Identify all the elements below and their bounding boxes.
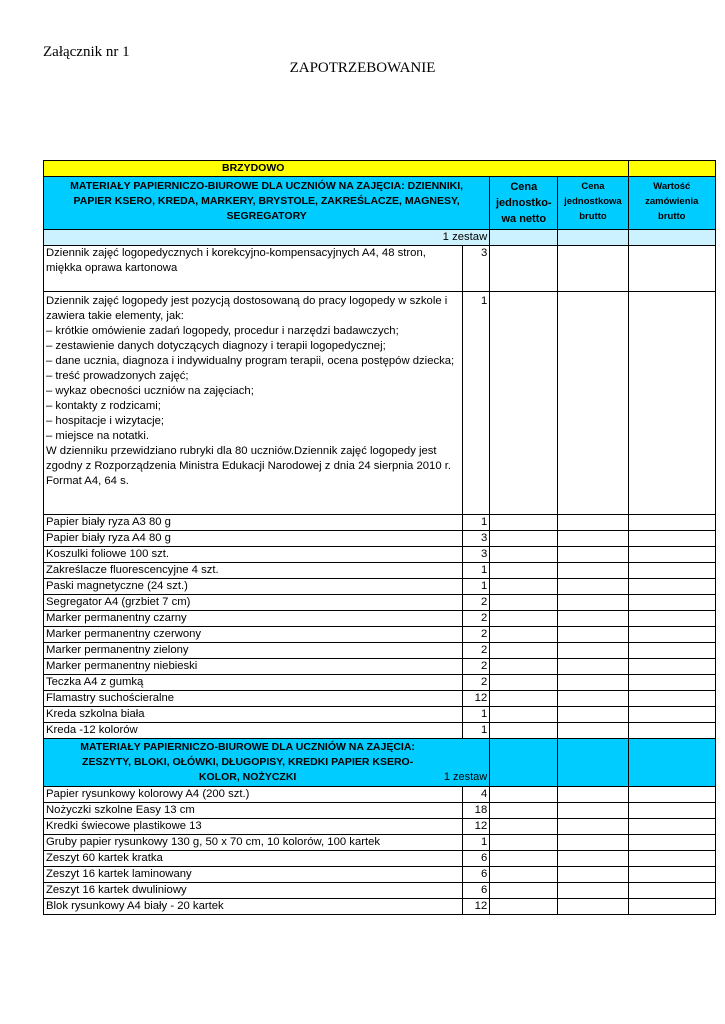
item-qty: 2 xyxy=(462,595,489,611)
item-qty: 12 xyxy=(462,899,489,915)
unit-empty-cell xyxy=(558,230,628,246)
price-net-cell xyxy=(490,707,558,723)
value-gross-cell xyxy=(628,611,715,627)
price-gross-cell xyxy=(558,531,628,547)
col-header-price-gross: Cena jednostkowa brutto xyxy=(558,177,628,230)
price-net-cell xyxy=(490,579,558,595)
value-gross-cell xyxy=(628,515,715,531)
price-net-cell xyxy=(490,723,558,739)
price-gross-cell xyxy=(558,883,628,899)
item-qty: 3 xyxy=(462,531,489,547)
price-gross-cell xyxy=(558,707,628,723)
unit-row xyxy=(44,230,716,246)
description-line: – wykaz obecności uczniów na zajęciach; xyxy=(46,385,254,397)
table-row xyxy=(44,691,716,707)
value-gross-cell xyxy=(628,531,715,547)
table-row xyxy=(44,531,716,547)
value-gross-cell xyxy=(628,835,715,851)
price-net-cell xyxy=(490,547,558,563)
price-net-cell xyxy=(490,659,558,675)
value-gross-cell xyxy=(628,899,715,915)
table-row xyxy=(44,787,716,803)
item-qty: 2 xyxy=(462,659,489,675)
item-name: Zeszyt 16 kartek dwuliniowy xyxy=(44,883,463,899)
price-gross-cell xyxy=(558,643,628,659)
item-qty: 4 xyxy=(462,787,489,803)
item-qty: 1 xyxy=(462,515,489,531)
price-net-cell xyxy=(490,292,558,515)
price-net-cell xyxy=(490,627,558,643)
item-name: Flamastry suchościeralne xyxy=(44,691,463,707)
item-name: Paski magnetyczne (24 szt.) xyxy=(44,579,463,595)
item-qty: 2 xyxy=(462,627,489,643)
price-net-cell xyxy=(490,899,558,915)
price-net-cell xyxy=(490,851,558,867)
table-row xyxy=(44,659,716,675)
section-header-empty-cell xyxy=(628,161,715,177)
description-line: – krótkie omówienie zadań logopedy, procedur i narzędzi badawczych; xyxy=(46,325,399,337)
unit-empty-cell xyxy=(628,230,715,246)
item-qty: 1 xyxy=(462,707,489,723)
unit-empty-cell xyxy=(490,230,558,246)
price-gross-cell xyxy=(558,835,628,851)
item-name: Zakreślacze fluorescencyjne 4 szt. xyxy=(44,563,463,579)
col-header-price-net: Cena jednostko-wa netto xyxy=(490,177,558,230)
value-gross-cell xyxy=(628,707,715,723)
value-gross-cell xyxy=(628,595,715,611)
item-qty: 1 xyxy=(462,563,489,579)
value-gross-cell xyxy=(628,675,715,691)
item-qty: 1 xyxy=(462,835,489,851)
item-qty: 2 xyxy=(462,643,489,659)
price-net-cell xyxy=(490,691,558,707)
description-line: – hospitacje i wizytacje; xyxy=(46,415,165,427)
item-name: Blok rysunkowy A4 biały - 20 kartek xyxy=(44,899,463,915)
price-net-cell xyxy=(490,835,558,851)
price-gross-cell xyxy=(558,867,628,883)
item-name: Papier biały ryza A3 80 g xyxy=(44,515,463,531)
item-qty: 2 xyxy=(462,611,489,627)
table-row xyxy=(44,292,716,515)
value-gross-cell xyxy=(628,883,715,899)
price-gross-cell xyxy=(558,627,628,643)
table-row xyxy=(44,803,716,819)
table-row xyxy=(44,579,716,595)
section-header-row xyxy=(44,161,716,177)
price-gross-cell xyxy=(558,547,628,563)
category-header-row xyxy=(44,177,716,230)
price-gross-cell xyxy=(558,691,628,707)
item-qty: 6 xyxy=(462,883,489,899)
attachment-label: Załącznik nr 1 xyxy=(43,44,130,60)
value-gross-cell xyxy=(628,246,715,292)
price-gross-cell xyxy=(558,659,628,675)
item-qty: 3 xyxy=(462,246,489,292)
section-title: BRZYDOWO xyxy=(44,161,629,177)
item-name: Dziennik zajęć logopedycznych i korekcyjno-kompensacyjnych A4, 48 stron, miękka oprawa kartonowa xyxy=(44,246,463,292)
item-name: Koszulki foliowe 100 szt. xyxy=(44,547,463,563)
table-row xyxy=(44,835,716,851)
item-name: Kreda -12 kolorów xyxy=(44,723,463,739)
category-cell xyxy=(44,739,490,787)
item-qty: 6 xyxy=(462,851,489,867)
price-net-cell xyxy=(490,675,558,691)
item-name: Segregator A4 (grzbiet 7 cm) xyxy=(44,595,463,611)
item-qty: 1 xyxy=(462,723,489,739)
item-qty: 18 xyxy=(462,803,489,819)
price-net-cell xyxy=(490,531,558,547)
description-line: W dzienniku przewidziano rubryki dla 80 uczniów.Dziennik zajęć logopedy jest zgodny z Rozporządzenia Ministra Edukacji Narodowej z dnia 24 sierpnia 2010 r. Format A4, 64 s. xyxy=(46,445,452,487)
document-title: ZAPOTRZEBOWANIE xyxy=(289,60,436,76)
price-gross-cell xyxy=(558,515,628,531)
item-qty: 12 xyxy=(462,819,489,835)
price-gross-cell xyxy=(558,803,628,819)
item-qty: 3 xyxy=(462,547,489,563)
price-net-cell xyxy=(490,611,558,627)
price-gross-cell xyxy=(558,787,628,803)
category-header-row xyxy=(44,739,716,787)
table-row xyxy=(44,627,716,643)
table-row xyxy=(44,723,716,739)
price-gross-cell xyxy=(558,899,628,915)
value-gross-cell xyxy=(628,292,715,515)
category-title: MATERIAŁY PAPIERNICZO-BIUROWE DLA UCZNIÓW NA ZAJĘCIA: ZESZYTY, BLOKI, OŁÓWKI, DŁUGOPISY, KREDKI PAPIER KSERO-KOLOR, NOŻYCZKI xyxy=(80,741,415,783)
value-gross-cell xyxy=(628,819,715,835)
price-net-cell xyxy=(490,246,558,292)
item-name: Marker permanentny zielony xyxy=(44,643,463,659)
value-gross-cell xyxy=(628,739,715,787)
unit-label: 1 zestaw xyxy=(44,230,490,246)
category-title: MATERIAŁY PAPIERNICZO-BIUROWE DLA UCZNIÓW NA ZAJĘCIA: DZIENNIKI, PAPIER KSERO, KREDA, MARKERY, BRYSTOLE, ZAKREŚLACZE, MAGNESY, SEGREGATORY xyxy=(44,177,490,230)
description-line: Dziennik zajęć logopedy jest pozycją dostosowaną do pracy logopedy w szkole i zawiera takie elementy, jak: xyxy=(46,295,448,322)
price-gross-cell xyxy=(558,595,628,611)
price-net-cell xyxy=(490,739,558,787)
price-gross-cell xyxy=(558,579,628,595)
item-name: Marker permanentny czarny xyxy=(44,611,463,627)
table-row xyxy=(44,246,716,292)
value-gross-cell xyxy=(628,547,715,563)
price-net-cell xyxy=(490,643,558,659)
value-gross-cell xyxy=(628,691,715,707)
value-gross-cell xyxy=(628,659,715,675)
item-name: Zeszyt 16 kartek laminowany xyxy=(44,867,463,883)
value-gross-cell xyxy=(628,579,715,595)
item-name: Marker permanentny niebieski xyxy=(44,659,463,675)
item-name: Zeszyt 60 kartek kratka xyxy=(44,851,463,867)
price-gross-cell xyxy=(558,723,628,739)
price-net-cell xyxy=(490,563,558,579)
order-table xyxy=(43,160,716,915)
unit-label: 1 zestaw xyxy=(443,771,488,783)
col-header-value-gross: Wartość zamówienia brutto xyxy=(628,177,715,230)
item-qty: 2 xyxy=(462,675,489,691)
value-gross-cell xyxy=(628,787,715,803)
item-name: Marker permanentny czerwony xyxy=(44,627,463,643)
description-line: – miejsce na notatki. xyxy=(46,430,149,442)
table-row xyxy=(44,643,716,659)
price-gross-cell xyxy=(558,851,628,867)
value-gross-cell xyxy=(628,803,715,819)
price-net-cell xyxy=(490,819,558,835)
price-gross-cell xyxy=(558,739,628,787)
price-gross-cell xyxy=(558,819,628,835)
price-gross-cell xyxy=(558,563,628,579)
table-row xyxy=(44,563,716,579)
price-net-cell xyxy=(490,595,558,611)
item-name: Gruby papier rysunkowy 130 g, 50 x 70 cm, 10 kolorów, 100 kartek xyxy=(44,835,463,851)
item-name: Papier rysunkowy kolorowy A4 (200 szt.) xyxy=(44,787,463,803)
item-qty: 1 xyxy=(462,292,489,515)
item-name: Teczka A4 z gumką xyxy=(44,675,463,691)
price-net-cell xyxy=(490,515,558,531)
price-gross-cell xyxy=(558,246,628,292)
item-name: Nożyczki szkolne Easy 13 cm xyxy=(44,803,463,819)
price-net-cell xyxy=(490,787,558,803)
table-row xyxy=(44,547,716,563)
description-line: – zestawienie danych dotyczących diagnozy i terapii logopedycznej; xyxy=(46,340,386,352)
item-name: Kreda szkolna biała xyxy=(44,707,463,723)
description-line: – treść prowadzonych zajęć; xyxy=(46,370,189,382)
table-row xyxy=(44,515,716,531)
description-line: – kontakty z rodzicami; xyxy=(46,400,161,412)
value-gross-cell xyxy=(628,627,715,643)
value-gross-cell xyxy=(628,643,715,659)
value-gross-cell xyxy=(628,851,715,867)
table-row xyxy=(44,675,716,691)
table-row xyxy=(44,819,716,835)
price-net-cell xyxy=(490,883,558,899)
price-net-cell xyxy=(490,803,558,819)
value-gross-cell xyxy=(628,867,715,883)
table-row xyxy=(44,595,716,611)
item-qty: 1 xyxy=(462,579,489,595)
price-net-cell xyxy=(490,867,558,883)
table-row xyxy=(44,883,716,899)
table-row xyxy=(44,899,716,915)
value-gross-cell xyxy=(628,563,715,579)
price-gross-cell xyxy=(558,675,628,691)
item-qty: 6 xyxy=(462,867,489,883)
item-name: Papier biały ryza A4 80 g xyxy=(44,531,463,547)
value-gross-cell xyxy=(628,723,715,739)
price-gross-cell xyxy=(558,292,628,515)
table-row xyxy=(44,867,716,883)
price-gross-cell xyxy=(558,611,628,627)
description-line: – dane ucznia, diagnoza i indywidualny program terapii, ocena postępów dziecka; xyxy=(46,355,455,367)
item-qty: 12 xyxy=(462,691,489,707)
table-row xyxy=(44,611,716,627)
table-row xyxy=(44,707,716,723)
table-row xyxy=(44,851,716,867)
item-name: Kredki świecowe plastikowe 13 xyxy=(44,819,463,835)
item-long-description xyxy=(44,292,463,515)
